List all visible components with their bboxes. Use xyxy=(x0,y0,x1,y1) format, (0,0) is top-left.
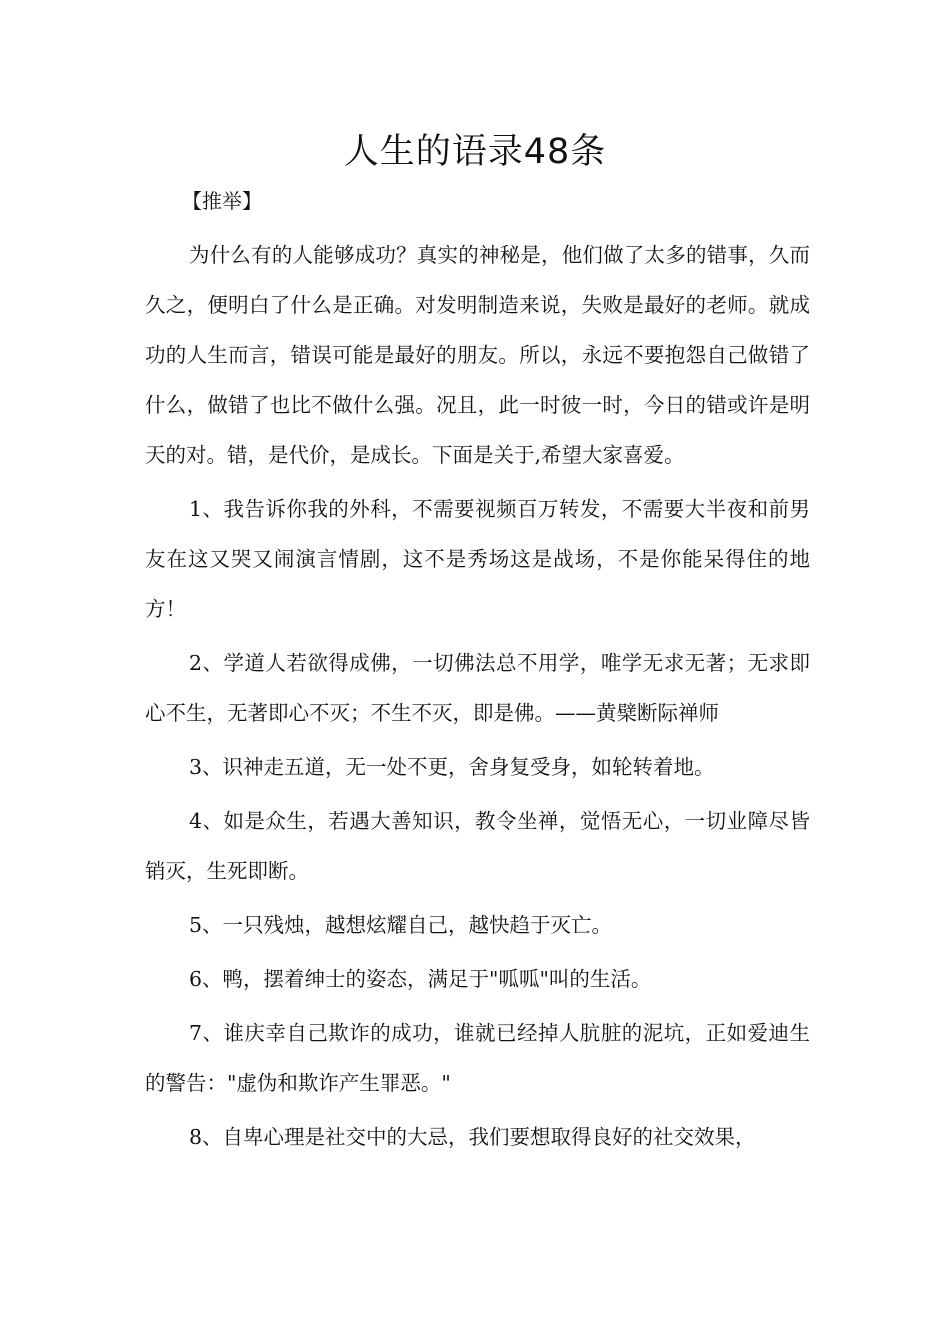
document-title: 人生的语录48条 xyxy=(343,132,607,172)
quote-paragraph-8: 8、自卑心理是社交中的大忌，我们要想取得良好的社交效果， xyxy=(189,1125,756,1149)
quote-paragraph-6: 6、鸭，摆着绅士的姿态，满足于"呱呱"叫的生活。 xyxy=(189,967,652,991)
quote-paragraph-4: 4、如是众生，若遇大善知识，教令坐禅，觉悟无心，一切业障尽皆销灭，生死即断。 xyxy=(145,809,810,883)
quote-paragraph-3: 3、识神走五道，无一处不更，舍身复受身，如轮转着地。 xyxy=(189,755,715,779)
quote-paragraph-5: 5、一只残烛，越想炫耀自己，越快趋于灭亡。 xyxy=(189,913,613,937)
quote-paragraph-7: 7、谁庆幸自己欺诈的成功，谁就已经掉人肮脏的泥坑，正如爱迪生的警告："虚伪和欺诈产生罪恶。" xyxy=(145,1021,810,1095)
quote-paragraph-2: 2、学道人若欲得成佛，一切佛法总不用学，唯学无求无著；无求即心不生，无著即心不灭；不生不灭，即是佛。——黄檗断际禅师 xyxy=(145,651,810,725)
document-body xyxy=(145,180,810,1162)
intro-paragraph: 为什么有的人能够成功？真实的神秘是，他们做了太多的错事，久而久之，便明白了什么是正确。对发明制造来说，失败是最好的老师。就成功的人生而言，错误可能是最好的朋友。所以，永远不要抱怨自己做错了什么，做错了也比不做什么强。况且，此一时彼一时，今日的错或许是明天的对。错，是代价，是成长。下面是关于,希望大家喜爱。 xyxy=(145,243,810,467)
recommend-tag: 【推举】 xyxy=(182,189,262,213)
quote-paragraph-1: 1、我告诉你我的外科，不需要视频百万转发，不需要大半夜和前男友在这又哭又闹演言情剧，这不是秀场这是战场，不是你能呆得住的地方！ xyxy=(145,497,810,621)
